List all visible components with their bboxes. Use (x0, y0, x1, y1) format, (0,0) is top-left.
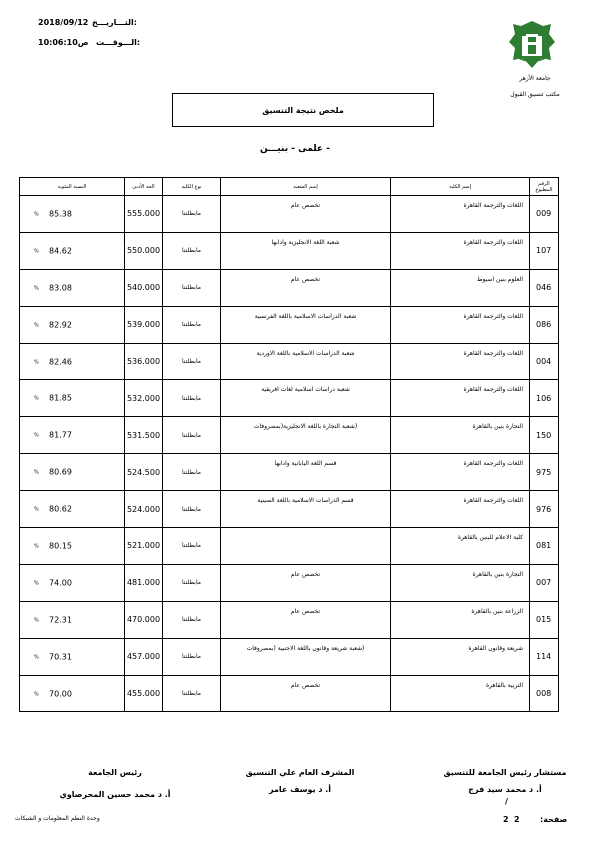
code-cell: 015 (530, 601, 559, 638)
branch-cell: تخصص عام (221, 601, 391, 638)
section-heading: - علمى - بنيـــن (260, 144, 330, 154)
advisor-title: مستشار رئيس الجامعة للتنسيق (443, 768, 567, 777)
faculty-cell: اللغات والترجمة القاهرة (391, 454, 530, 491)
president-name: أ. د محمد حسين المحرصاوي (59, 790, 171, 799)
code-cell: 004 (530, 343, 559, 380)
branch-cell: شعبة الدراسات الاسلامية باللغة الفرنسية (221, 306, 391, 343)
min-cell: 555.000 (125, 196, 163, 233)
faculty-cell: اللغات والترجمة القاهرة (391, 306, 530, 343)
branch-cell: شعبة اللغة الانجليزية وادابها (221, 232, 391, 269)
percent-cell: % 80.15 (20, 528, 125, 565)
min-cell: 536.000 (125, 343, 163, 380)
table-row (20, 343, 559, 380)
faculty-cell: اللغات والترجمة القاهرة (391, 380, 530, 417)
code-cell: 976 (530, 491, 559, 528)
min-cell: 524.500 (125, 454, 163, 491)
faculty-cell: الزراعة بنين بالقاهرة (391, 601, 530, 638)
code-cell: 150 (530, 417, 559, 454)
type-cell: مابطلتنا (163, 196, 221, 233)
code-cell: 975 (530, 454, 559, 491)
percent-cell: % 70.31 (20, 638, 125, 675)
type-cell: مابطلتنا (163, 601, 221, 638)
code-cell: 009 (530, 196, 559, 233)
min-cell: 532.000 (125, 380, 163, 417)
branch-cell: (شعبة التجارة باللغة الانجليزية(بمصروفات (221, 417, 391, 454)
min-cell: 550.000 (125, 232, 163, 269)
branch-cell: قسم الدراسات الاسلامية باللغة الصينية (221, 491, 391, 528)
type-cell: مابطلتنا (163, 454, 221, 491)
page-slash: / (505, 797, 508, 806)
table-header-row (20, 178, 559, 196)
col-faculty: إسم الكلية (391, 178, 530, 196)
page-number: 2 (514, 815, 520, 824)
percent-cell: % 70.00 (20, 675, 125, 712)
type-cell: مابطلتنا (163, 306, 221, 343)
branch-cell: شعبة دراسات اسلامية لغات افريقية (221, 380, 391, 417)
code-cell: 046 (530, 269, 559, 306)
type-cell: مابطلتنا (163, 269, 221, 306)
table-row (20, 417, 559, 454)
min-cell: 539.000 (125, 306, 163, 343)
table-row (20, 601, 559, 638)
branch-cell (221, 528, 391, 565)
type-cell: مابطلتنا (163, 528, 221, 565)
code-cell: 114 (530, 638, 559, 675)
faculty-cell: اللغات والترجمة القاهرة (391, 196, 530, 233)
branch-cell: شعبة الدراسات الاسلامية باللغة الاوردية (221, 343, 391, 380)
table-row (20, 269, 559, 306)
branch-cell: تخصص عام (221, 269, 391, 306)
percent-cell: % 82.92 (20, 306, 125, 343)
min-cell: 457.000 (125, 638, 163, 675)
faculty-cell: التربية بالقاهرة (391, 675, 530, 712)
table-row (20, 564, 559, 601)
percent-cell: % 81.77 (20, 417, 125, 454)
university-logo (507, 18, 557, 73)
min-cell: 455.000 (125, 675, 163, 712)
table-row (20, 638, 559, 675)
table-row (20, 380, 559, 417)
percent-cell: % 85.38 (20, 196, 125, 233)
president-title: رئيس الجامعة (88, 768, 142, 777)
type-cell: مابطلتنا (163, 232, 221, 269)
percent-cell: % 74.00 (20, 564, 125, 601)
code-cell: 086 (530, 306, 559, 343)
faculty-cell: التجارة بنين بالقاهرة (391, 564, 530, 601)
col-min: الحد الأدنى (125, 178, 163, 196)
faculty-cell: اللغات والترجمة القاهرة (391, 491, 530, 528)
col-type: نوع الكلية (163, 178, 221, 196)
table-row (20, 454, 559, 491)
page-label: صفحة: (540, 815, 568, 824)
time-label: الـــوقـــت: (96, 38, 141, 47)
min-cell: 540.000 (125, 269, 163, 306)
university-name: جامعة الأزهر (519, 75, 551, 82)
report-title: ملخص نتيجة التنسيق (172, 93, 434, 127)
type-cell: مابطلتنا (163, 380, 221, 417)
col-code: الرقم المطبوع (530, 178, 559, 196)
table-row (20, 675, 559, 712)
unit-name: وحدة النظم المعلومات و الشبكات (15, 815, 100, 822)
percent-cell: % 82.46 (20, 343, 125, 380)
type-cell: مابطلتنا (163, 638, 221, 675)
type-cell: مابطلتنا (163, 675, 221, 712)
table-row (20, 528, 559, 565)
faculty-cell: العلوم بنين اسيوط (391, 269, 530, 306)
office-name: مكتب تنسيق القبول (510, 91, 560, 98)
results-table (19, 177, 559, 712)
faculty-cell: كلية الاعلام للبنين بالقاهرة (391, 528, 530, 565)
percent-cell: % 83.08 (20, 269, 125, 306)
faculty-cell: اللغات والترجمة القاهرة (391, 343, 530, 380)
branch-cell: تخصص عام (221, 196, 391, 233)
percent-cell: % 81.85 (20, 380, 125, 417)
table-row (20, 196, 559, 233)
faculty-cell: اللغات والترجمة القاهرة (391, 232, 530, 269)
faculty-cell: شريعة وقانون القاهرة (391, 638, 530, 675)
min-cell: 524.000 (125, 491, 163, 528)
branch-cell: (شعبة شريعة وقانون باللغة الاجنبية (بمصروفات (221, 638, 391, 675)
branch-cell: تخصص عام (221, 564, 391, 601)
date-label: التـــاريـــخ: (92, 18, 137, 27)
percent-cell: % 80.62 (20, 491, 125, 528)
faculty-cell: التجارة بنين بالقاهرة (391, 417, 530, 454)
code-cell: 007 (530, 564, 559, 601)
branch-cell: قسم اللغة اليابانية وادابها (221, 454, 391, 491)
code-cell: 107 (530, 232, 559, 269)
min-cell: 470.000 (125, 601, 163, 638)
percent-cell: % 72.31 (20, 601, 125, 638)
code-cell: 008 (530, 675, 559, 712)
table-row (20, 306, 559, 343)
time-value: 10:06:10ص (38, 38, 89, 47)
percent-cell: % 84.62 (20, 232, 125, 269)
col-percent: النسبة المئوية (20, 178, 125, 196)
type-cell: مابطلتنا (163, 564, 221, 601)
date-value: 2018/09/12 (38, 18, 89, 27)
code-cell: 106 (530, 380, 559, 417)
type-cell: مابطلتنا (163, 417, 221, 454)
supervisor-name: أ. د يوسف عامر (268, 785, 332, 794)
type-cell: مابطلتنا (163, 343, 221, 380)
min-cell: 481.000 (125, 564, 163, 601)
col-branch: إسم الشعبة (221, 178, 391, 196)
min-cell: 521.000 (125, 528, 163, 565)
page-total: 2 (503, 815, 509, 824)
advisor-name: أ. د محمد سيد فرج (468, 785, 542, 794)
percent-cell: % 80.69 (20, 454, 125, 491)
type-cell: مابطلتنا (163, 491, 221, 528)
code-cell: 081 (530, 528, 559, 565)
supervisor-title: المشرف العام علي التنسيق (245, 768, 355, 777)
min-cell: 531.500 (125, 417, 163, 454)
table-row (20, 232, 559, 269)
branch-cell: تخصص عام (221, 675, 391, 712)
table-row (20, 491, 559, 528)
